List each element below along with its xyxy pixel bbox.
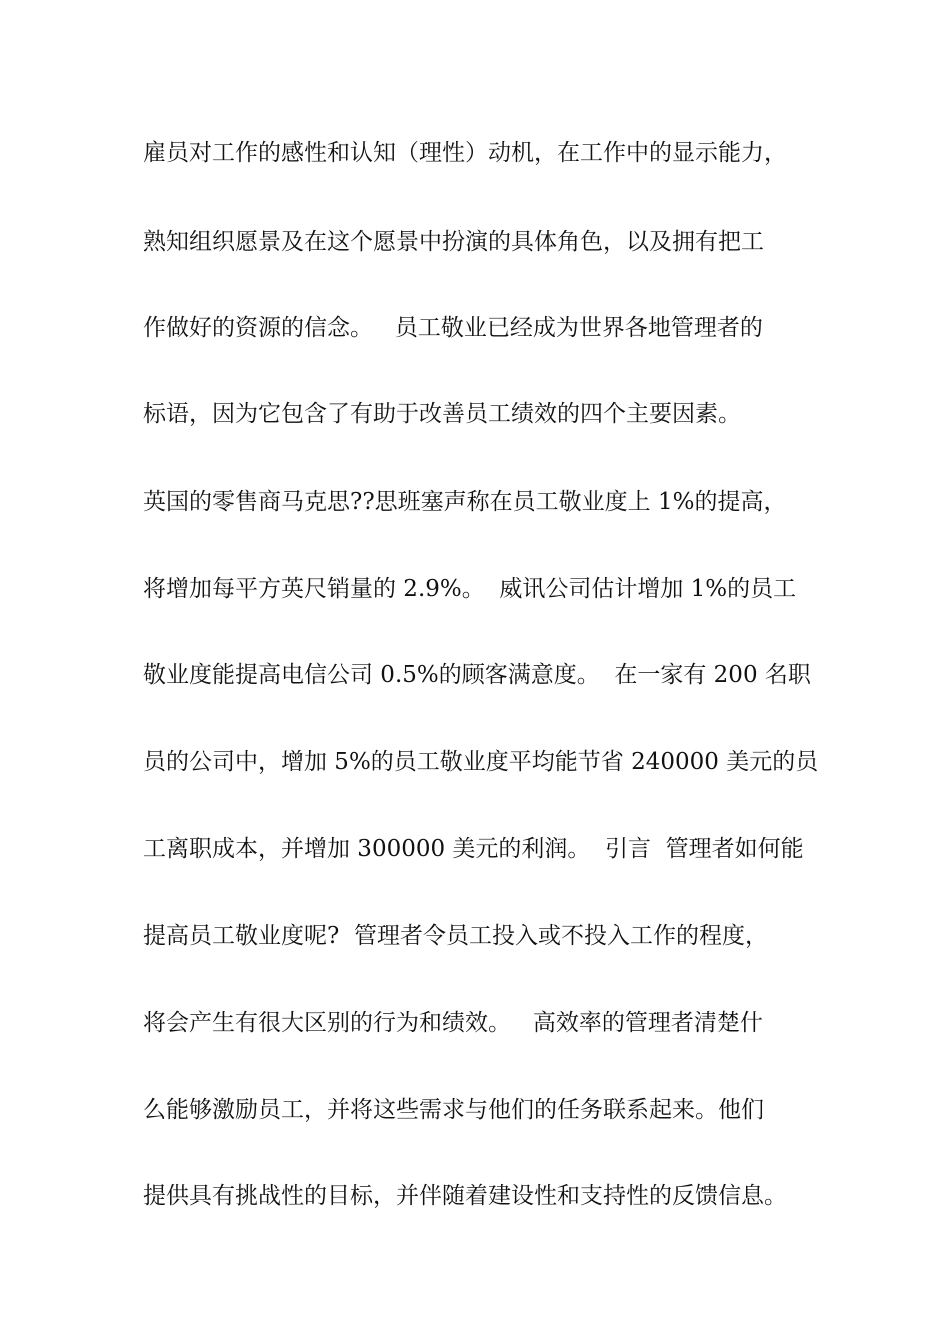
paragraph-line: 标语，因为它包含了有助于改善员工绩效的四个主要因素。 [143,401,741,427]
paragraph-line: 将增加每平方英尺销量的 2.9%。 威讯公司估计增加 1%的员工 [143,576,797,602]
paragraph-line: 提供具有挑战性的目标，并伴随着建设性和支持性的反馈信息。 [143,1183,787,1209]
paragraph-line: 工离职成本，并增加 300000 美元的利润。 引言 管理者如何能 [143,836,804,862]
paragraph-line: 作做好的资源的信念。 员工敬业已经成为世界各地管理者的 [143,315,763,341]
paragraph-line: 熟知组织愿景及在这个愿景中扮演的具体角色，以及拥有把工 [143,229,764,255]
paragraph-line: 敬业度能提高电信公司 0.5%的顾客满意度。 在一家有 200 名职 [143,662,811,688]
paragraph-line: 提高员工敬业度呢? 管理者令员工投入或不投入工作的程度， [143,923,768,949]
paragraph-line: 将会产生有很大区别的行为和绩效。 高效率的管理者清楚什 [143,1010,763,1036]
paragraph-line: 员的公司中，增加 5%的员工敬业度平均能节省 240000 美元的员 [143,749,819,775]
paragraph-line: 么能够激励员工，并将这些需求与他们的任务联系起来。他们 [143,1097,764,1123]
paragraph-line: 雇员对工作的感性和认知（理性）动机，在工作中的显示能力， [143,140,787,166]
paragraph-line: 英国的零售商马克思??思班塞声称在员工敬业度上 1%的提高， [143,489,787,515]
